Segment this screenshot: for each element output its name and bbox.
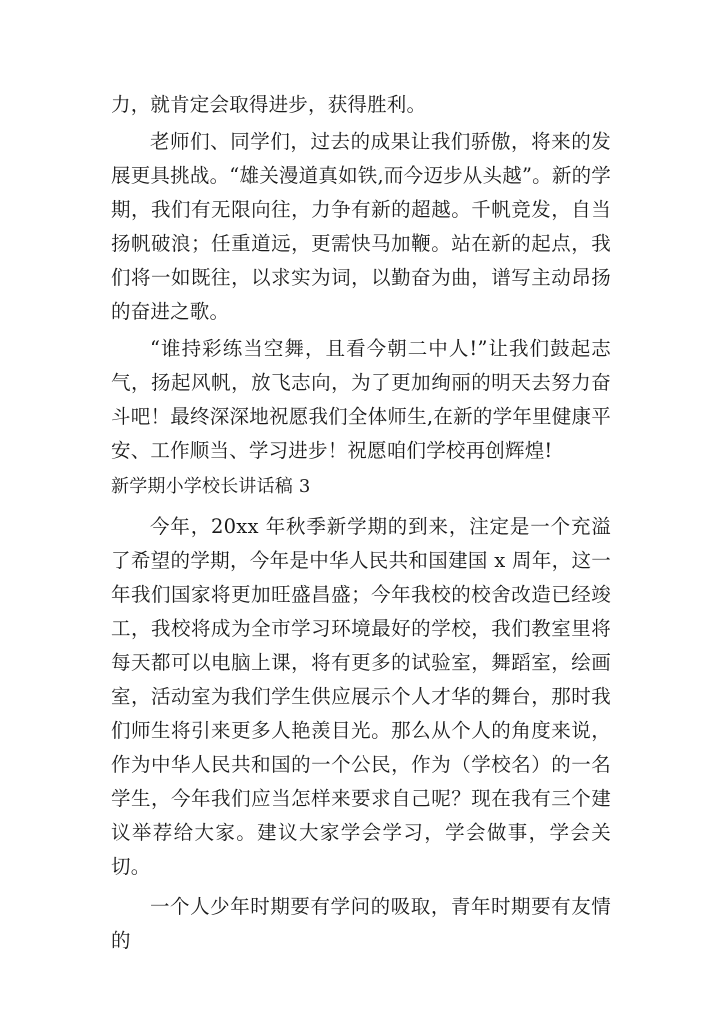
paragraph-closing-wishes: “谁持彩练当空舞，且看今朝二中人!”让我们鼓起志气，扬起风帆，放飞志向，为了更加绚丽的明天去努力奋斗吧！最终深深地祝愿我们全体师生,在新的学年里健康平安、工作顺当、学习进步！祝愿咱们学校再创辉煌! [111, 337, 611, 462]
paragraph-new-semester: 今年，20xx 年秋季新学期的到来，注定是一个充溢了希望的学期，今年是中华人民共和国建国 x 周年，这一年我们国家将更加旺盛昌盛；今年我校的校舍改造已经竣工，我校将成为全市学习环境最好的学校，我们教室里将每天都可以电脑上课，将有更多的试验室，舞蹈室，绘画室，活动室为我们学生供应展示个人才华的舞台，那时我们师生将引来更多人艳羡目光。那么从个人的角度来说，作为中华人民共和国的一个公民，作为（学校名）的一名学生，今年我们应当怎样来要求自己呢？现在我有三个建议举荐给大家。建议大家学会学习，学会做事，学会关切。 [111, 515, 611, 878]
document-body [111, 88, 611, 958]
paragraph-youth: 一个人少年时期要有学问的吸取，青年时期要有友情的 [111, 895, 611, 952]
section-title: 新学期小学校长讲话稿 3 [111, 476, 311, 497]
paragraph-teachers-students: 老师们、同学们，过去的成果让我们骄傲，将来的发展更具挑战。“雄关漫道真如铁,而今迈步从头越”。新的学期，我们有无限向往，力争有新的超越。千帆竞发，自当扬帆破浪；任重道远，更需快马加鞭。站在新的起点，我们将一如既往，以求实为词，以勤奋为曲，谱写主动昂扬的奋进之歌。 [111, 130, 611, 323]
paragraph-continuation: 力，就肯定会取得进步，获得胜利。 [111, 93, 427, 116]
